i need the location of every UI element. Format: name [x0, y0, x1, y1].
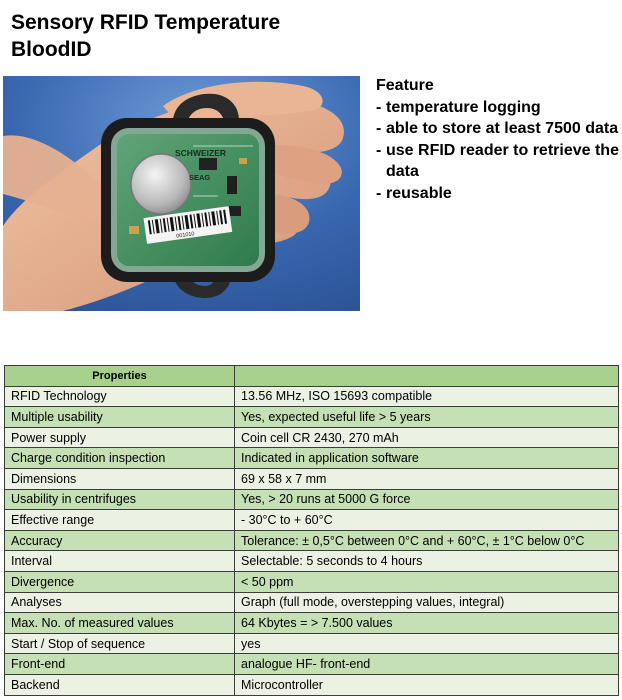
table-row [5, 551, 619, 572]
property-name: Accuracy [5, 530, 235, 551]
table-row [5, 592, 619, 613]
property-value: Tolerance: ± 0,5°C between 0°C and + 60°C, ± 1°C below 0°C [235, 530, 619, 551]
property-value: Microcontroller [235, 674, 619, 695]
feature-title: Feature [376, 77, 434, 94]
property-name: Divergence [5, 571, 235, 592]
feature-item: - able to store at least 7500 data [376, 120, 619, 138]
property-name: Usability in centrifuges [5, 489, 235, 510]
property-value: analogue HF- front-end [235, 654, 619, 675]
rfid-tag-in-hand-illustration [3, 76, 360, 311]
table-row [5, 613, 619, 634]
property-name: Multiple usability [5, 407, 235, 428]
table-row [5, 489, 619, 510]
property-name: Analyses [5, 592, 235, 613]
property-name: Interval [5, 551, 235, 572]
property-value: Graph (full mode, overstepping values, integral) [235, 592, 619, 613]
tag-barcode-number: 001010 [175, 231, 195, 240]
property-value: yes [235, 633, 619, 654]
table-row [5, 448, 619, 469]
property-value: Coin cell CR 2430, 270 mAh [235, 427, 619, 448]
feature-item: - temperature logging [376, 98, 541, 116]
tag-model-label: SEAG [189, 173, 211, 182]
table-row [5, 654, 619, 675]
table-row [5, 468, 619, 489]
table-row [5, 427, 619, 448]
table-row [5, 674, 619, 695]
properties-header: Properties [5, 366, 235, 387]
title-line-2: BloodID [11, 38, 92, 61]
property-value: 13.56 MHz, ISO 15693 compatible [235, 386, 619, 407]
property-name: RFID Technology [5, 386, 235, 407]
property-name: Start / Stop of sequence [5, 633, 235, 654]
title-line-1: Sensory RFID Temperature [11, 11, 281, 34]
property-name: Max. No. of measured values [5, 613, 235, 634]
property-name: Power supply [5, 427, 235, 448]
feature-item: - use RFID reader to retrieve the data [376, 141, 619, 181]
table-row [5, 571, 619, 592]
property-value: Indicated in application software [235, 448, 619, 469]
property-value: 64 Kbytes = > 7.500 values [235, 613, 619, 634]
table-row [5, 530, 619, 551]
property-name: Effective range [5, 510, 235, 531]
table-row [5, 407, 619, 428]
property-name: Backend [5, 674, 235, 695]
table-header-row [5, 366, 619, 387]
property-name: Dimensions [5, 468, 235, 489]
property-name: Front-end [5, 654, 235, 675]
property-name: Charge condition inspection [5, 448, 235, 469]
property-value: - 30°C to + 60°C [235, 510, 619, 531]
page-title [11, 9, 371, 63]
properties-table [4, 365, 619, 696]
property-value: < 50 ppm [235, 571, 619, 592]
property-value: Selectable: 5 seconds to 4 hours [235, 551, 619, 572]
value-header [235, 366, 619, 387]
table-row [5, 633, 619, 654]
property-value: 69 x 58 x 7 mm [235, 468, 619, 489]
table-row [5, 510, 619, 531]
tag-brand-label: SCHWEIZER [175, 148, 226, 158]
table-row [5, 386, 619, 407]
feature-list [376, 97, 620, 205]
feature-section [376, 75, 620, 205]
property-value: Yes, > 20 runs at 5000 G force [235, 489, 619, 510]
product-photo [3, 76, 360, 311]
feature-item: - reusable [376, 184, 452, 202]
property-value: Yes, expected useful life > 5 years [235, 407, 619, 428]
